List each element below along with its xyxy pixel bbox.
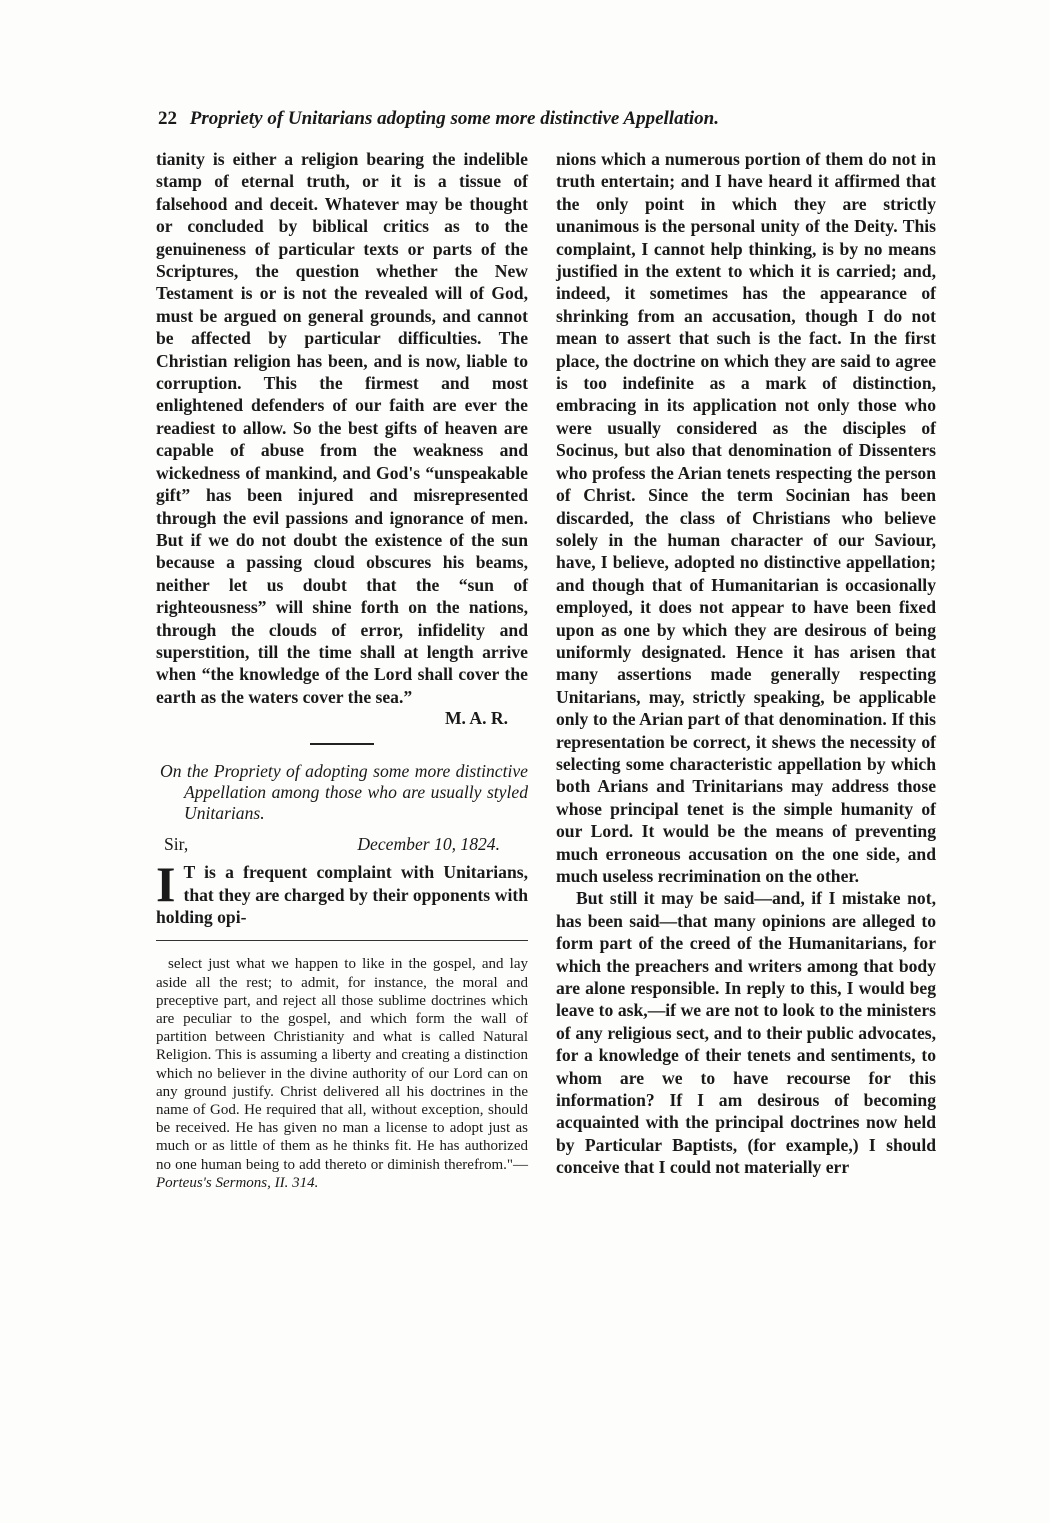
signature: M. A. R. — [444, 708, 508, 729]
opening-text: T is a frequent complaint with Unitarians, that they are charged by their opponents with holding opi- — [156, 862, 528, 927]
running-title: Propriety of Unitarians adopting some more distinctive Appellation. — [189, 108, 719, 129]
footnote — [156, 955, 528, 1192]
right-paragraph-2: But still it may be said—and, if I mistake not, has been said—that many opinions are alleged to form part of the creed of the Humanitarians, for which the preachers and writers among that body are alone responsible. In reply to this, I would beg leave to ask,—if we are not to look to the ministers of any religious sect, and to their public advocates, for a knowledge of their tenets and sentiments, to whom are we to have recourse for this information? If I am desirous of becoming acquainted with the principal doctrines now held by Particular Baptists, (for example,) I should conceive that I could not materially err — [556, 888, 936, 1178]
opening-paragraph — [156, 856, 528, 928]
section-ornament — [310, 743, 374, 745]
right-paragraph-1: nions which a numerous portion of them do not in truth entertain; and I have heard it affirmed that the only point in which they are strictly unanimous is the personal unity of the Deity. This complaint, I cannot help thinking, is by no means justified in the extent to which it is carried; and, indeed, it sometimes has the appearance of shrinking from an accusation, though I do not mean to assert that such is the fact. In the first place, the doctrine on which they are said to agree is too indefinite as a mark of distinction, embracing in its application not only those who were usually considered as the disciples of Socinus, but also that denomination of Dissenters who profess the Arian tenets respecting the person of Christ. Since the term Socinian has been discarded, the class of Christians who believe solely in the human character of our Saviour, have, I believe, adopted no distinctive appellation; and though that of Humanitarian is occasionally employed, it does not appear to have been fixed upon as one by which they are desirous of being uniformly designated. Hence it has arisen that many assertions made generally respecting Unitarians, may, strictly speaking, be applicable only to the Arian part of that denomination. If this representation be correct, it shews the necessity of selecting some characteristic appellation by which both Arians and Trinitarians may address those whose principal tenet is the simple humanity of our Lord. It would be the means of preventing much erroneous accusation on the one side, and much useless recrimination on the other. — [556, 149, 936, 886]
right-column — [556, 148, 936, 1179]
salutation: Sir, — [164, 834, 189, 855]
salutation-line — [156, 834, 528, 855]
footnote-separator — [156, 940, 528, 941]
article-title: On the Propriety of adopting some more distinctive Appellation among those who are usually styled Unitarians. — [160, 761, 528, 824]
running-header — [158, 108, 898, 130]
page-number: 22 — [158, 108, 177, 129]
letter-date: December 10, 1824. — [357, 834, 500, 855]
footnote-source: Porteus's Sermons, II. 314. — [156, 1174, 319, 1191]
left-column — [156, 148, 528, 1192]
footnote-text: select just what we happen to like in the gospel, and lay aside all the rest; to admit, for instance, the moral and preceptive part, and reject all those sublime doctrines which are peculiar to the gospel, and which form the wall of partition between Christianity and what is called Natural Religion. This is assuming a liberty and creating a distinction which no believer in the divine authority of our Lord can on any ground justify. Christ delivered all his doctrines in the name of God. He required that all, without exception, should be received. He has given no man a license to adopt just as much or as little of them as he thinks fit. He has authorized no one human being to add thereto or diminish therefrom."— — [156, 956, 528, 1173]
left-paragraph: tianity is either a religion bearing the indelible stamp of eternal truth, or it is a tissue of falsehood and deceit. Whatever may be thought or concluded by biblical critics as to the genuineness of particular texts or parts of the Scriptures, the question whether the New Testament is or is not the revealed will of God, must be argued on general grounds, and cannot be affected by particular difficulties. The Christian religion has been, and is now, liable to corruption. This the firmest and most enlightened defenders of our faith are ever the readiest to allow. So the best gifts of heaven are capable of abuse from the weakness and wickedness of mankind, and God's “unspeakable gift” has been injured and misrepresented through the evil passions and ignorance of men. But if we do not doubt the existence of the sun because a passing cloud obscures his beams, neither let us doubt that the “sun of righteousness” will shine forth on the nations, through the clouds of error, infidelity and superstition, till the time shall at length arrive when “the knowledge of the Lord shall cover the earth as the waters cover the sea.” — [156, 149, 528, 707]
drop-cap: I — [156, 856, 176, 913]
